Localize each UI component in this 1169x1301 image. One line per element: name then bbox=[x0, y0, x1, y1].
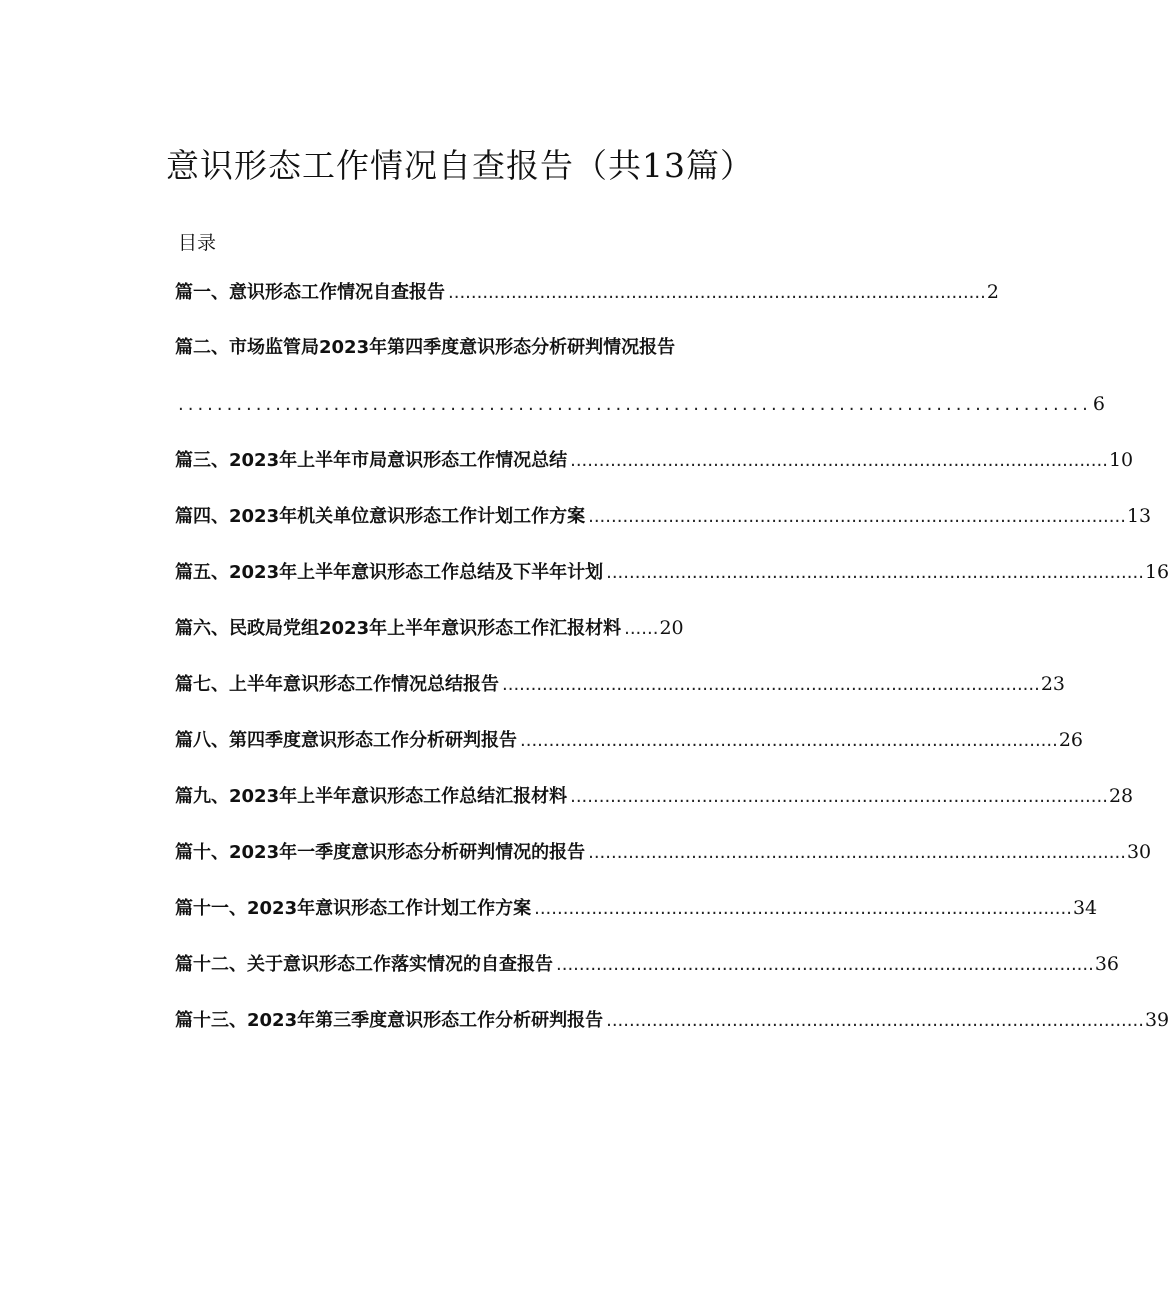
toc-page-number: 13 bbox=[1126, 505, 1152, 527]
dot-leader: .............................................................................................. bbox=[570, 450, 1108, 471]
toc-entry-label: 篇十、2023年一季度意识形态分析研判情况的报告 bbox=[175, 842, 586, 863]
toc-entry-12[interactable] bbox=[175, 952, 1120, 1008]
toc-entry-label: 篇五、2023年上半年意识形态工作总结及下半年计划 bbox=[175, 562, 604, 583]
dot-leader: .............................................................................................. bbox=[606, 562, 1144, 583]
toc-heading: 目录 bbox=[178, 232, 217, 254]
table-of-contents bbox=[175, 280, 1169, 1064]
toc-entry-label: 篇八、第四季度意识形态工作分析研判报告 bbox=[175, 730, 517, 751]
toc-entry-4[interactable] bbox=[175, 504, 1152, 560]
toc-entry-label: 篇六、民政局党组2023年上半年意识形态工作汇报材料 bbox=[175, 618, 622, 639]
toc-entry-label: 篇十一、2023年意识形态工作计划工作方案 bbox=[175, 898, 532, 919]
toc-entry-1[interactable] bbox=[175, 280, 999, 336]
toc-entry-label: 篇二、市场监管局2023年第四季度意识形态分析研判情况报告 bbox=[175, 337, 676, 358]
toc-page-number: 6 bbox=[1092, 393, 1105, 415]
toc-page-number: 39 bbox=[1144, 1009, 1169, 1031]
toc-page-number: 2 bbox=[986, 281, 999, 303]
toc-entry-label: 篇十三、2023年第三季度意识形态工作分析研判报告 bbox=[175, 1010, 604, 1031]
dot-leader: ...... bbox=[624, 618, 659, 639]
toc-entry-label: 篇四、2023年机关单位意识形态工作计划工作方案 bbox=[175, 506, 586, 527]
page-title: 意识形态工作情况自查报告（共13篇） bbox=[166, 146, 754, 185]
toc-page-number: 26 bbox=[1058, 729, 1084, 751]
toc-entry-11[interactable] bbox=[175, 896, 1098, 952]
dot-leader: .............................................................................................. bbox=[534, 898, 1072, 919]
toc-page-number: 34 bbox=[1072, 897, 1098, 919]
dot-leader: .............................................................................................. bbox=[588, 842, 1126, 863]
toc-entry-label: 篇九、2023年上半年意识形态工作总结汇报材料 bbox=[175, 786, 568, 807]
toc-page-number: 16 bbox=[1144, 561, 1169, 583]
toc-entry-label: 篇七、上半年意识形态工作情况总结报告 bbox=[175, 674, 499, 695]
toc-entry-label: 篇十二、关于意识形态工作落实情况的自查报告 bbox=[175, 954, 553, 975]
toc-page-number: 23 bbox=[1040, 673, 1066, 695]
toc-entry-3[interactable] bbox=[175, 448, 1134, 504]
toc-entry-6[interactable] bbox=[175, 616, 773, 672]
toc-entry-10[interactable] bbox=[175, 840, 1152, 896]
toc-page-number: 10 bbox=[1108, 449, 1134, 471]
dot-leader: .............................................................................................. bbox=[178, 394, 1092, 415]
dot-leader: .............................................................................................. bbox=[588, 506, 1126, 527]
dot-leader: .............................................................................................. bbox=[606, 1010, 1144, 1031]
toc-entry-label: 篇一、意识形态工作情况自查报告 bbox=[175, 282, 445, 303]
toc-entry-2[interactable] bbox=[175, 336, 1105, 448]
toc-entry-8[interactable] bbox=[175, 728, 1084, 784]
toc-page-number: 28 bbox=[1108, 785, 1134, 807]
dot-leader: .............................................................................................. bbox=[502, 674, 1040, 695]
toc-entry-9[interactable] bbox=[175, 784, 1134, 840]
dot-leader: .............................................................................................. bbox=[556, 954, 1094, 975]
toc-page-number: 20 bbox=[659, 617, 684, 639]
dot-leader: .............................................................................................. bbox=[570, 786, 1108, 807]
toc-entry-5[interactable] bbox=[175, 560, 1169, 616]
dot-leader: .............................................................................................. bbox=[448, 282, 986, 303]
toc-entry-7[interactable] bbox=[175, 672, 1066, 728]
toc-entry-label: 篇三、2023年上半年市局意识形态工作情况总结 bbox=[175, 450, 568, 471]
toc-page-number: 30 bbox=[1126, 841, 1152, 863]
dot-leader: .............................................................................................. bbox=[520, 730, 1058, 751]
toc-page-number: 36 bbox=[1094, 953, 1120, 975]
toc-entry-13[interactable] bbox=[175, 1008, 1169, 1064]
